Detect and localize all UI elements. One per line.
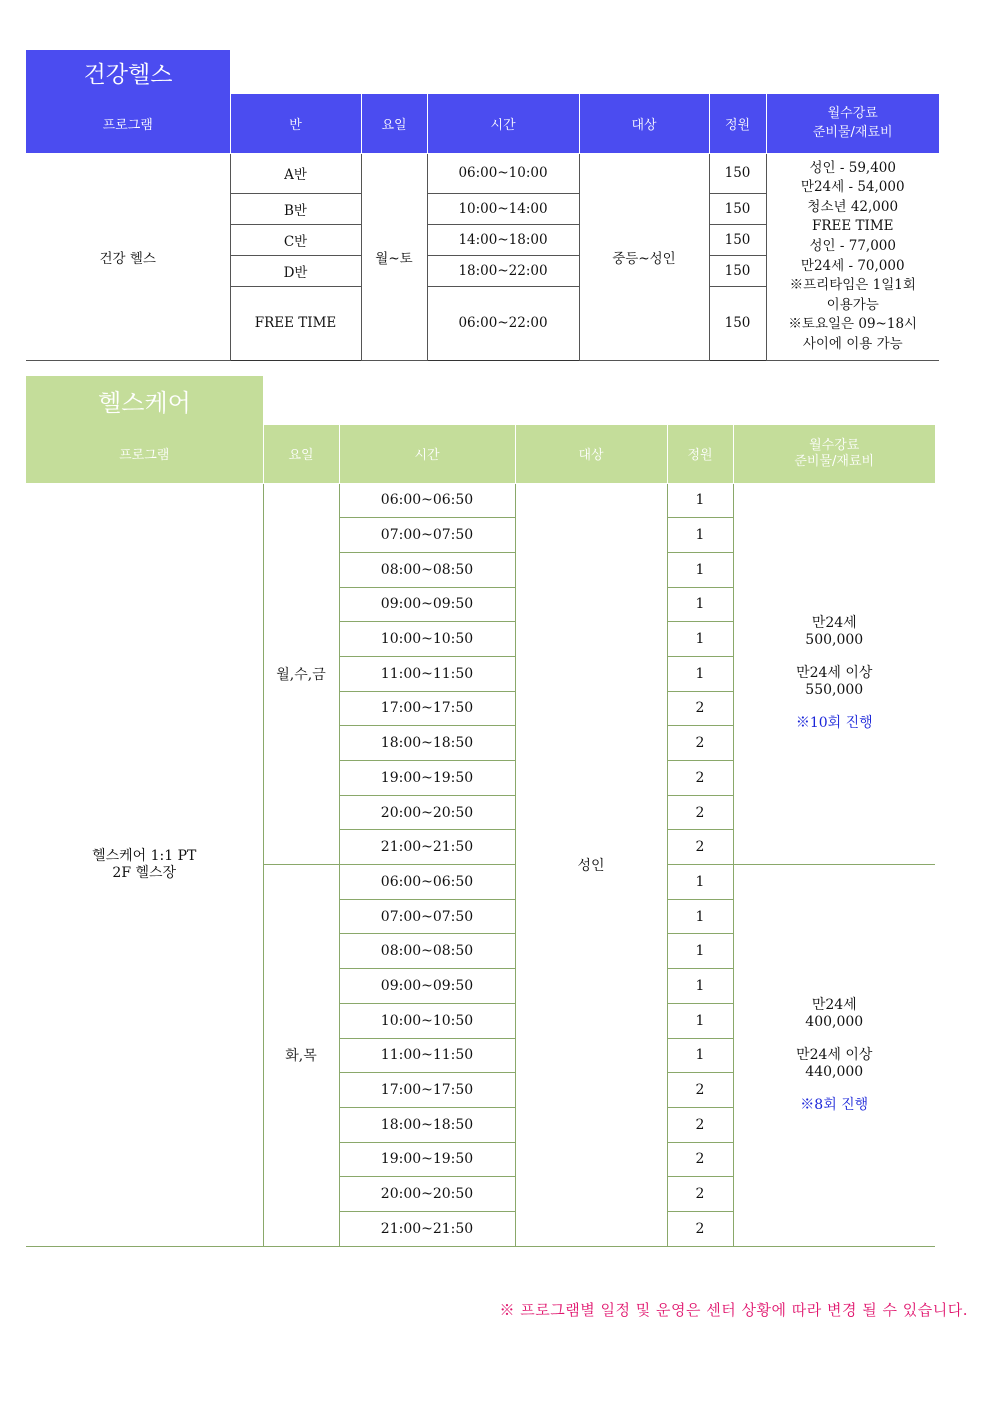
fee-line: 성인 - 77,000	[809, 237, 896, 254]
class-cell: C반	[230, 224, 361, 255]
header-day: 요일	[263, 425, 339, 483]
fee-line: 이용가능	[826, 296, 879, 313]
capacity-cell: 2	[667, 1177, 733, 1212]
class-cell: B반	[230, 193, 361, 224]
capacity-cell: 2	[667, 761, 733, 796]
time-cell: 14:00~18:00	[427, 224, 579, 255]
time-cell: 18:00~18:50	[339, 726, 515, 761]
time-cell: 17:00~17:50	[339, 1073, 515, 1108]
capacity-cell: 1	[667, 587, 733, 622]
target-cell: 성인	[515, 483, 667, 1246]
header-fee-line1: 월수강료	[809, 437, 860, 453]
time-cell: 21:00~21:50	[339, 1211, 515, 1246]
time-cell: 08:00~08:50	[339, 934, 515, 969]
day-cell: 화,목	[263, 865, 339, 1247]
capacity-cell: 2	[667, 1211, 733, 1246]
fee-line: 청소년 42,000	[807, 198, 899, 215]
header-fee-line1: 월수강료	[827, 106, 878, 122]
fee-line: ※프리타임은 1일1회	[789, 277, 916, 294]
time-cell: 06:00~10:00	[427, 153, 579, 193]
capacity-cell: 150	[709, 255, 766, 286]
program-name	[26, 483, 263, 1246]
capacity-cell: 150	[709, 224, 766, 255]
capacity-cell: 1	[667, 969, 733, 1004]
capacity-cell: 150	[709, 286, 766, 360]
time-cell: 20:00~20:50	[339, 795, 515, 830]
capacity-cell: 2	[667, 1107, 733, 1142]
header-capacity: 정원	[709, 94, 766, 153]
program-name: 건강 헬스	[26, 153, 230, 360]
time-cell: 11:00~11:50	[339, 1038, 515, 1073]
capacity-cell: 2	[667, 795, 733, 830]
header-target: 대상	[515, 425, 667, 483]
time-cell: 06:00~06:50	[339, 483, 515, 518]
header-target: 대상	[579, 94, 709, 153]
header-program: 프로그램	[26, 425, 263, 483]
time-cell: 06:00~22:00	[427, 286, 579, 360]
fee-label: 만24세	[811, 996, 857, 1013]
table-header-row	[26, 94, 939, 153]
capacity-cell: 1	[667, 865, 733, 900]
fee-cell	[733, 483, 935, 865]
capacity-cell: 1	[667, 1038, 733, 1073]
time-cell: 11:00~11:50	[339, 656, 515, 691]
capacity-cell: 2	[667, 726, 733, 761]
header-fee	[766, 94, 939, 153]
time-cell: 10:00~10:50	[339, 622, 515, 657]
fee-line: FREE TIME	[811, 218, 894, 235]
fee-price: 500,000	[805, 632, 864, 649]
capacity-cell: 1	[667, 1003, 733, 1038]
time-cell: 06:00~06:50	[339, 865, 515, 900]
class-cell: D반	[230, 255, 361, 286]
header-program: 프로그램	[26, 94, 230, 153]
target-cell: 중등~성인	[579, 153, 709, 360]
time-cell: 10:00~14:00	[427, 193, 579, 224]
fee-line: 만24세 - 70,000	[800, 257, 905, 274]
fee-line: 만24세 - 54,000	[800, 179, 905, 196]
time-cell: 19:00~19:50	[339, 1142, 515, 1177]
time-cell: 09:00~09:50	[339, 969, 515, 1004]
capacity-cell: 1	[667, 518, 733, 553]
fee-cell	[733, 865, 935, 1247]
fee-line: 사이에 이용 가능	[802, 335, 903, 352]
header-time: 시간	[427, 94, 579, 153]
header-fee-line2: 준비물/재료비	[794, 453, 875, 469]
header-fee-line2: 준비물/재료비	[812, 125, 893, 141]
section-title-healthcare: 헬스케어	[26, 376, 263, 425]
section-title-health-fitness: 건강헬스	[26, 50, 230, 94]
fee-line: ※토요일은 09~18시	[788, 316, 918, 333]
time-cell: 17:00~17:50	[339, 691, 515, 726]
capacity-cell: 2	[667, 1073, 733, 1108]
time-cell: 07:00~07:50	[339, 518, 515, 553]
day-cell: 월~토	[361, 153, 427, 360]
program-line: 2F 헬스장	[112, 864, 177, 881]
header-fee	[733, 425, 935, 483]
capacity-cell: 150	[709, 153, 766, 193]
fee-price: 550,000	[805, 682, 864, 699]
fee-price: 400,000	[805, 1013, 864, 1030]
fee-label: 만24세 이상	[796, 665, 873, 682]
header-time: 시간	[339, 425, 515, 483]
time-cell: 09:00~09:50	[339, 587, 515, 622]
fee-line: 성인 - 59,400	[809, 159, 896, 176]
time-cell: 10:00~10:50	[339, 1003, 515, 1038]
session-note: ※10회 진행	[795, 715, 873, 732]
healthcare-pt-table	[26, 425, 935, 1247]
class-cell: A반	[230, 153, 361, 193]
fee-label: 만24세 이상	[796, 1046, 873, 1063]
time-cell: 18:00~18:50	[339, 1107, 515, 1142]
day-cell: 월,수,금	[263, 483, 339, 865]
capacity-cell: 2	[667, 830, 733, 865]
capacity-cell: 2	[667, 1142, 733, 1177]
time-cell: 19:00~19:50	[339, 761, 515, 796]
footer-notice: ※ 프로그램별 일정 및 운영은 센터 상황에 따라 변경 될 수 있습니다.	[499, 1301, 968, 1319]
capacity-cell: 1	[667, 552, 733, 587]
time-cell: 18:00~22:00	[427, 255, 579, 286]
health-fitness-table	[26, 94, 939, 361]
header-class: 반	[230, 94, 361, 153]
time-cell: 21:00~21:50	[339, 830, 515, 865]
capacity-cell: 1	[667, 934, 733, 969]
fee-cell	[766, 153, 939, 360]
class-cell: FREE TIME	[230, 286, 361, 360]
table-row	[26, 153, 939, 193]
capacity-cell: 1	[667, 483, 733, 518]
time-cell: 07:00~07:50	[339, 899, 515, 934]
time-cell: 08:00~08:50	[339, 552, 515, 587]
time-cell: 20:00~20:50	[339, 1177, 515, 1212]
fee-label: 만24세	[811, 615, 857, 632]
program-line: 헬스케어 1:1 PT	[92, 847, 197, 864]
capacity-cell: 2	[667, 691, 733, 726]
capacity-cell: 1	[667, 622, 733, 657]
session-note: ※8회 진행	[800, 1096, 869, 1113]
capacity-cell: 1	[667, 899, 733, 934]
capacity-cell: 1	[667, 656, 733, 691]
table-row	[26, 483, 935, 518]
header-day: 요일	[361, 94, 427, 153]
fee-price: 440,000	[805, 1063, 864, 1080]
table-header-row	[26, 425, 935, 483]
capacity-cell: 150	[709, 193, 766, 224]
header-capacity: 정원	[667, 425, 733, 483]
